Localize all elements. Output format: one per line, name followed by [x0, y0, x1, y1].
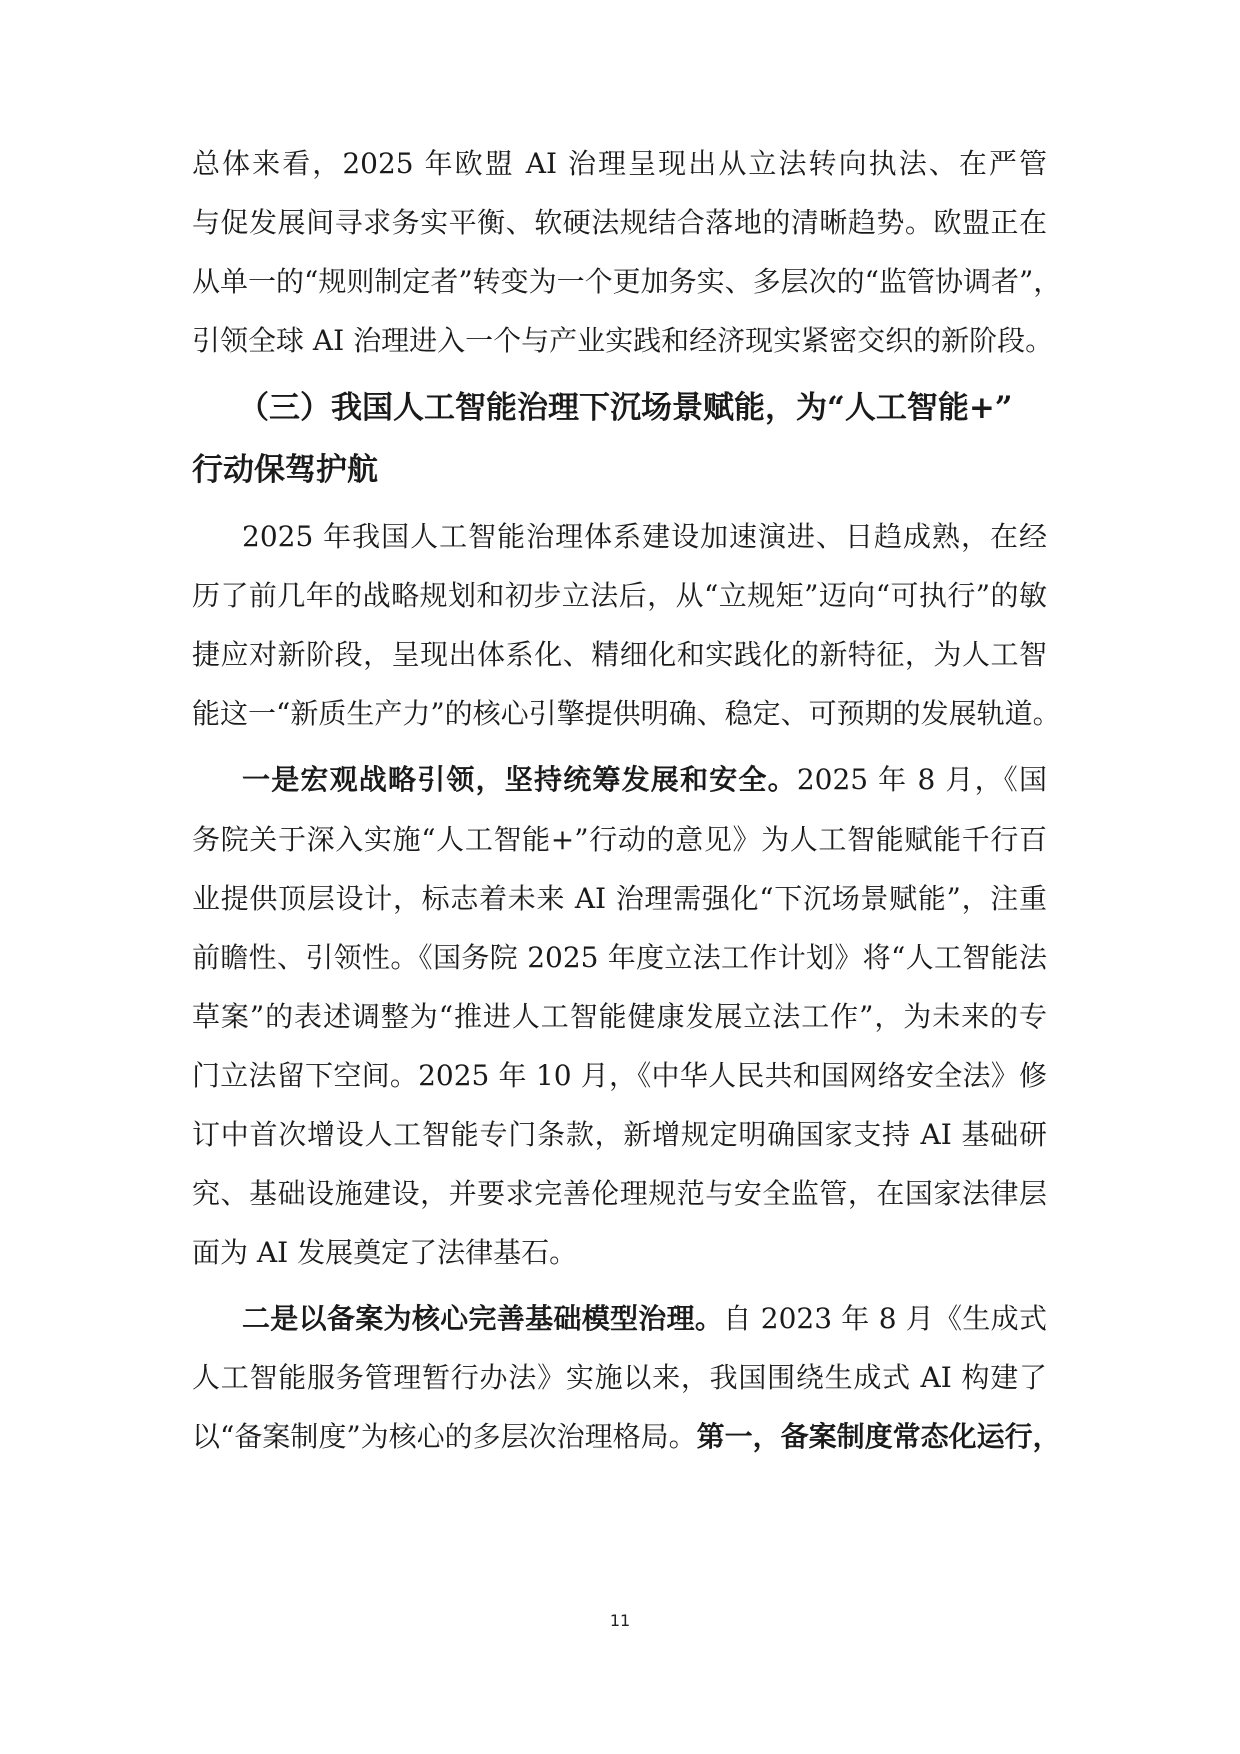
paragraph-lead-line [242, 763, 1047, 796]
paragraph-line: 与促发展间寻求务实平衡、软硬法规结合落地的清晰趋势。欧盟正在 [192, 206, 1047, 239]
paragraph-lead-text: 自 2023 年 8 月《生成式 [723, 1302, 1047, 1335]
paragraph-line: 捷应对新阶段，呈现出体系化、精细化和实践化的新特征，为人工智 [192, 638, 1047, 671]
paragraph-line: 2025 年我国人工智能治理体系建设加速演进、日趋成熟，在经 [242, 520, 1047, 553]
paragraph-text: 以“备案制度”为核心的多层次治理格局。 [192, 1420, 697, 1453]
paragraph-line: 订中首次增设人工智能专门条款，新增规定明确国家支持 AI 基础研 [192, 1118, 1047, 1151]
paragraph-lead-line [242, 1302, 1047, 1335]
paragraph-line: 历了前几年的战略规划和初步立法后，从“立规矩”迈向“可执行”的敏 [192, 579, 1047, 612]
paragraph-line [192, 1420, 1061, 1453]
paragraph-line: 前瞻性、引领性。《国务院 2025 年度立法工作计划》将“人工智能法 [192, 941, 1047, 974]
paragraph-line: 门立法留下空间。2025 年 10 月，《中华人民共和国网络安全法》修 [192, 1059, 1047, 1092]
paragraph-line: 面为 AI 发展奠定了法律基石。 [192, 1236, 578, 1269]
section-heading-continued: 行动保驾护航 [192, 452, 378, 488]
paragraph-lead-bold: 二是以备案为核心完善基础模型治理。 [242, 1302, 724, 1335]
paragraph-line: 究、基础设施建设，并要求完善伦理规范与安全监管，在国家法律层 [192, 1177, 1047, 1210]
paragraph-lead-bold: 一是宏观战略引领，坚持统筹发展和安全。 [242, 763, 797, 796]
section-heading: （三）我国人工智能治理下沉场景赋能，为“人工智能+” [238, 390, 1013, 426]
paragraph-line: 引领全球 AI 治理进入一个与产业实践和经济现实紧密交织的新阶段。 [192, 324, 1054, 357]
paragraph-line: 从单一的“规则制定者”转变为一个更加务实、多层次的“监管协调者”， [192, 265, 1062, 298]
paragraph-line: 能这一“新质生产力”的核心引擎提供明确、稳定、可预期的发展轨道。 [192, 697, 1061, 730]
paragraph-line: 业提供顶层设计，标志着未来 AI 治理需强化“下沉场景赋能”，注重 [192, 882, 1047, 915]
paragraph-line: 总体来看，2025 年欧盟 AI 治理呈现出从立法转向执法、在严管 [192, 147, 1047, 180]
paragraph-line: 务院关于深入实施“人工智能+”行动的意见》为人工智能赋能千行百 [192, 823, 1047, 856]
paragraph-lead-text: 2025 年 8 月，《国 [796, 763, 1047, 796]
paragraph-line: 人工智能服务管理暂行办法》实施以来，我国围绕生成式 AI 构建了 [192, 1361, 1047, 1394]
page-number: 11 [609, 1611, 631, 1630]
paragraph-line: 草案”的表述调整为“推进人工智能健康发展立法工作”，为未来的专 [192, 1000, 1047, 1033]
paragraph-bold-text: 第一，备案制度常态化运行， [696, 1420, 1061, 1453]
